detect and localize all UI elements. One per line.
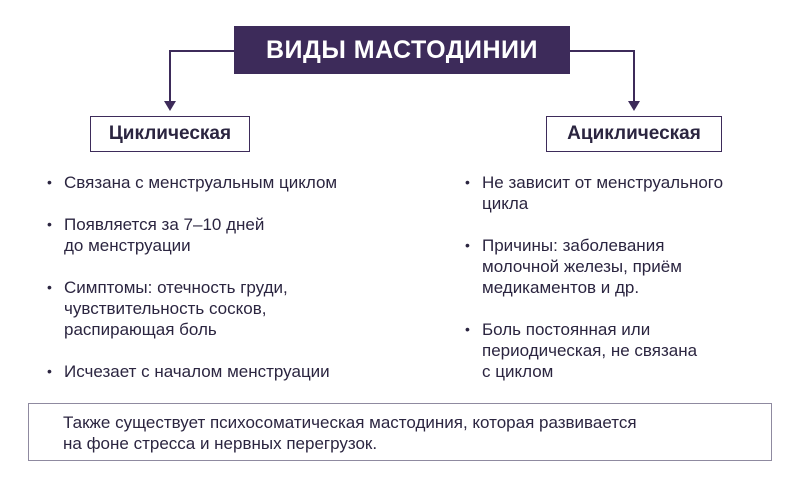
acyclic-item [462, 319, 782, 382]
acyclic-item-text: Боль постоянная или периодическая, не связана с циклом [482, 320, 698, 381]
bullet-icon: • [465, 321, 470, 337]
cyclic-item [44, 277, 404, 340]
cyclic-item-text: Связана с менструальным циклом [64, 173, 338, 192]
cyclic-item-text: Исчезает с началом менструации [64, 362, 330, 381]
left-connector [170, 51, 234, 103]
acyclic-item [462, 172, 782, 214]
cyclic-heading: Циклическая [90, 116, 250, 152]
acyclic-item-text: Не зависит от менструального цикла [482, 173, 724, 213]
acyclic-item [462, 235, 782, 298]
diagram-title: ВИДЫ МАСТОДИНИИ [234, 26, 570, 74]
acyclic-item-text: Причины: заболевания молочной железы, приём медикаментов и др. [482, 236, 682, 297]
note-box [28, 403, 772, 461]
right-arrowhead [628, 101, 640, 111]
acyclic-heading: Ациклическая [546, 116, 722, 152]
bullet-icon: • [47, 174, 52, 190]
cyclic-list [44, 172, 404, 403]
bullet-icon: • [47, 279, 52, 295]
right-connector [570, 51, 634, 103]
note-text: Также существует психосоматическая мастодиния, которая развивается на фоне стресса и нервных перегрузок. [63, 413, 637, 453]
cyclic-item-text: Симптомы: отечность груди, чувствительность сосков, распирающая боль [64, 278, 288, 339]
bullet-icon: • [465, 237, 470, 253]
cyclic-item [44, 214, 404, 256]
cyclic-item-text: Появляется за 7–10 дней до менструации [64, 215, 265, 255]
left-arrowhead [164, 101, 176, 111]
cyclic-item [44, 172, 404, 193]
acyclic-list [462, 172, 782, 403]
bullet-icon: • [47, 216, 52, 232]
cyclic-item [44, 361, 404, 382]
bullet-icon: • [47, 363, 52, 379]
bullet-icon: • [465, 174, 470, 190]
